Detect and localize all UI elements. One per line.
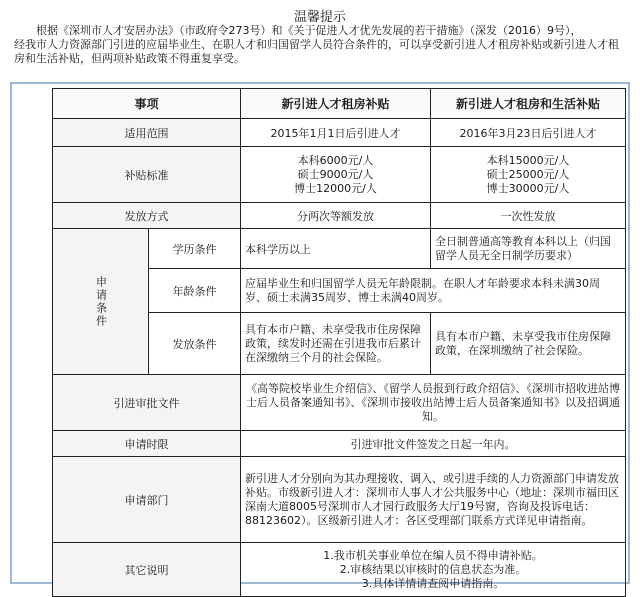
apply-conditions-text: 申请条件 <box>94 275 108 328</box>
table-frame <box>10 82 630 590</box>
label-docs: 引进审批文件 <box>53 375 241 431</box>
row-method <box>53 203 626 229</box>
standard-rent <box>241 147 431 203</box>
row-dept <box>53 457 626 543</box>
table-header-row <box>53 89 626 119</box>
row-scope <box>53 119 626 147</box>
standard-living-doctor: 博士30000元/人 <box>486 181 570 195</box>
other-both <box>241 543 626 597</box>
standard-living-master: 硕士25000元/人 <box>486 167 570 181</box>
intro-line-1: 根据《深圳市人才安居办法》（市政府令273号）和《关于促进人才优先发展的若干措施》（深发（2016）9号）， <box>36 24 582 37</box>
issue-rent: 具有本市户籍、未享受我市住房保障政策，续发时还需在引进我市后累计在深缴纳三个月的社会保险。 <box>241 313 431 375</box>
label-period: 申请时限 <box>53 431 241 457</box>
scope-rent-living: 2016年3月23日后引进人才 <box>431 119 626 147</box>
method-rent: 分两次等额发放 <box>241 203 431 229</box>
method-rent-living: 一次性发放 <box>431 203 626 229</box>
label-dept: 申请部门 <box>53 457 241 543</box>
intro-line-2: 经我市人力资源部门引进的应届毕业生、在职人才和归国留学人员符合条件的，可以享受新引进人才租房补贴或新引进人才租房和生活补贴，但两项补贴政策不得重复享受。 <box>14 38 619 65</box>
docs-both: 《高等院校毕业生介绍信》、《留学人员报到行政介绍信》、《深圳市招收进站博士后人员备案通知书》、《深圳市接收出站博士后人员备案通知书》以及招调通知。 <box>241 375 626 431</box>
standard-rent-living <box>431 147 626 203</box>
row-period <box>53 431 626 457</box>
scope-rent: 2015年1月1日后引进人才 <box>241 119 431 147</box>
label-edu: 学历条件 <box>149 229 241 269</box>
other-note-1: 1.我市机关事业单位在编人员不得申请补贴。 <box>323 548 543 562</box>
label-standard: 补贴标准 <box>53 147 241 203</box>
row-docs <box>53 375 626 431</box>
period-both: 引进审批文件签发之日起一年内。 <box>241 431 626 457</box>
subsidy-table <box>52 88 626 597</box>
standard-rent-master: 硕士9000元/人 <box>297 167 374 181</box>
page-title: 温馨提示 <box>293 10 346 25</box>
row-standard <box>53 147 626 203</box>
edu-rent-living: 全日制普通高等教育本科以上（归国留学人员无全日制学历要求） <box>431 229 626 269</box>
standard-rent-doctor: 博士12000元/人 <box>294 181 377 195</box>
row-edu <box>53 229 626 269</box>
label-scope: 适用范围 <box>53 119 241 147</box>
dept-both: 新引进人才分别向为其办理接收、调入、或引进手续的人力资源部门申请发放补贴。市级新引进人才：深圳市人事人才公共服务中心（地址：深圳市福田区深南大道8005号深圳市人才园行政服务大厅19号窗，咨询及投诉电话：88123602）。区级新引进人才：各区受理部门联系方式详见申请指南。 <box>241 457 626 543</box>
age-both: 应届毕业生和归国留学人员无年龄限制。在职人才年龄要求本科未满30周岁、硕士未满35周岁、博士未满40周岁。 <box>241 269 626 313</box>
issue-rent-living: 具有本市户籍、未享受我市住房保障政策，在深圳缴纳了社会保险。 <box>431 313 626 375</box>
row-other <box>53 543 626 597</box>
edu-rent: 本科学历以上 <box>241 229 431 269</box>
label-method: 发放方式 <box>53 203 241 229</box>
standard-living-bachelor: 本科15000元/人 <box>486 153 570 167</box>
label-age: 年龄条件 <box>149 269 241 313</box>
label-issue: 发放条件 <box>149 313 241 375</box>
standard-rent-bachelor: 本科6000元/人 <box>297 153 374 167</box>
header-rent: 新引进人才租房补贴 <box>241 89 431 119</box>
header-rent-living: 新引进人才租房和生活补贴 <box>431 89 626 119</box>
header-item: 事项 <box>53 89 241 119</box>
label-other: 其它说明 <box>53 543 241 597</box>
label-apply-conditions <box>53 229 149 375</box>
intro-text <box>14 24 626 66</box>
other-note-2: 2.审核结果以审核时的信息状态为准。 <box>339 562 527 576</box>
other-note-3: 3.具体详情请查阅申请指南。 <box>361 576 505 590</box>
